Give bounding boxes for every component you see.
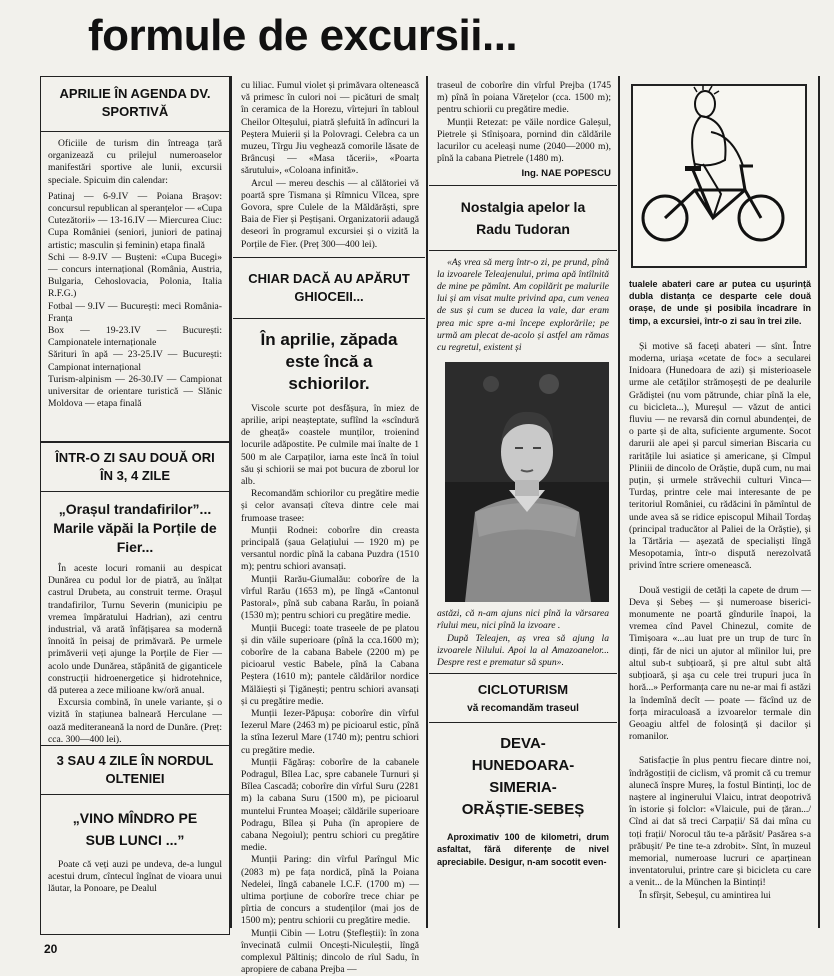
retezat-text: Munții Retezat: pe văile nordice Galeșul, Pietrele și Stînișoara, pornind din căldările lacurilor cu aceleași nume (2040—2000 m), pînă la cabana Pietrele (1480 m). bbox=[437, 116, 611, 165]
ski-route: Munții Rarău-Giumalău: coborîre de la vîrful Rarău (1653 m), pe lîngă «Cantonul Pastoral», pînă sub cabana Rarău, în poiană (1530 m); pentru schiori cu pregătire medie. bbox=[241, 573, 419, 622]
agenda-item: Schi — 8-9.IV — Bușteni: «Cupa Bucegi» — concurs internațional (România, Austria, Bulgaria, Cehoslovacia, Polonia, Italia R.F.G.) bbox=[48, 251, 222, 300]
oltenia-section bbox=[40, 795, 230, 935]
column-3 bbox=[429, 76, 617, 930]
cycling-subheading: vă recomandăm traseul bbox=[467, 703, 579, 715]
day-trip-heading-box bbox=[40, 442, 230, 492]
ski-intro: Viscole scurte pot desfășura, în miez de aprilie, aripi neașteptate, suflînd la «scîndură de gheață» coastele munților, troienind locurile adăpostite. Pe culmile mai înalte de 1 500 m ale Carpaților, iarna este încă în toiul său și schiorii se mai pot bucura de zborul lor alb. bbox=[241, 402, 419, 488]
cyclist-drawing-frame bbox=[631, 84, 807, 268]
agenda-item: Patinaj — 6-9.IV — Poiana Brașov: concursul republican al speranțelor — «Cupa Cutezătorii» — 13-16.IV — Miercurea Ciuc: Cupa României (seniori, juniori de patinaj artistic; masculin și feminin) etapa finală bbox=[48, 190, 222, 251]
oltenia-text-continued: cu liliac. Fumul violet și primăvara oltenească vă primesc în culori noi — picături de smalț în ceramica de la Horezu, vîrtejuri în tabloul Cheilor Olteșului, piatră șlefuită în adîncuri la Peștera Muierii și la Polovragi. Celebra ca un muzeu, Tîrgu Jiu veghează comorile lăsate de Brâncuși — «Masa tăcerii», «Poarta sărutului», «Coloana infinită». bbox=[241, 80, 419, 177]
column-divider bbox=[818, 76, 820, 928]
cycling-text: În sfîrșit, Sebeșul, cu amintirea lui bbox=[639, 889, 771, 901]
column-1 bbox=[40, 76, 230, 930]
iron-gates-section bbox=[40, 492, 230, 746]
nostalgia-heading: Nostalgia apelor la Radu Tudoran bbox=[460, 198, 586, 237]
author-photo bbox=[445, 362, 605, 602]
agenda-heading: APRILIE ÎN AGENDA DV. SPORTIVĂ bbox=[59, 86, 211, 119]
ski-route: Munții Rodnei: coborîre din creasta principală (șaua Gelațiului — 1920 m) pe versantul nordic pînă la cabana Puzdra (1510 m); pentru schiori avansați. bbox=[241, 524, 419, 573]
cycling-text: Două vestigii de cetăți la capete de drum — Deva și Sebeș — și numeroase biserici-monumente ne poartă gîndurile înapoi, la vremea cînd Pavel Chinezul, comite de Timișoara «...au luat pre un trup de turc în dinți, făr de nici un ajutor al mîinilor lui, pre altul sub-t subțioară, și pre altul subt altă subțioară, și aşa cu cele trei trupuri juca în horă...» Performanța care nu ne-ar mai fi astăzi la îndemînă decît — poate — făcînd uz de forța miraculoasă a izvoarelor termale din Geoagiu altfel de folosință și dacilor și romanilor. bbox=[629, 584, 811, 743]
nostalgia-quote: «Aș vrea să merg într-o zi, pe prund, pînă la izvoarele Teleajenului, prima apă întîlnită de mine pe pămînt. Am copilărit pe malurile lui și am visat multe privind apa, cum venea de sus și cum se ducea la vale, dar eram prea mic spre a-mi începe explorările; pe urmă am plecat de-acolo și astfel am rămas cu regretul, existent și bbox=[437, 256, 609, 354]
agenda-intro: Oficiile de turism din întreaga țară organizează cu prilejul numeroaselor manifestări sportive ale lunii, excursii speciale. Spicuim din calendar: bbox=[48, 138, 222, 186]
agenda-item: Fotbal — 9.IV — București: meci România-Franța bbox=[48, 300, 222, 324]
ski-route: Munții Bucegi: toate traseele de pe platou și din văile superioare (pînă la cca.1600 m); coborîre de la cabana Babele (2200 m) pe picioarul vestic Babele, pînă la Cabana Peștera (1610 m); pantele căldărilor nordice Mălăiești și Țigănești; pentru schiori avansați și cu pregătire medie. bbox=[241, 622, 419, 707]
oltenia-text-continued-2: Arcul — mereu deschis — al călătoriei vă poartă spre Tismana și Rîmnicu Vîlcea, spre Govora, spre Culele de la Măldărăști, spre Baia de Fier și Peștișani. Organizatorii adaugă deseori în programul excursiei și o vizită la Porțile de Fier. (Preț 300—400 lei). bbox=[241, 177, 419, 250]
column-divider bbox=[618, 76, 620, 928]
oltenia-heading: 3 SAU 4 ZILE ÎN NORDUL OLTENIEI bbox=[56, 753, 214, 786]
ski-route: Munții Iezer-Păpușa: coborîre din vîrful Iezerul Mare (2463 m) pe picioarul estic, pînă la stîna Iezerul Mare (1740 m); pentru schiori cu pregătire medie. bbox=[241, 707, 419, 756]
ski-route: Munții Cibin — Lotru (Ștefleștii): în zona învecinată culmii Oncești-Niculeștii, lîngă complexul Păltiniș; dincolo de rîul Sadu, în apropiere de cabana Prejba — bbox=[241, 927, 419, 976]
cycling-text-continued: tualele abateri care ar putea cu ușurință dubla distanța ce desparte cele două orașe, de unde și posibila încadrare în timp, a excursiei, într-o zi sau în trei zile. bbox=[629, 279, 811, 326]
ski-route: Munții Făgăraș: coborîre de la cabanele Podragul, Bîlea Lac, spre cabanele Turnuri și Bîlea Cascadă; coborîre din vîrful Suru (2281 m) la cabana Suru (1500 m), pe picioarul muntelui Fruntea Moașei; căldările superioare Podragu, Bîlea și Puha (în apropiere de cabana Negoiul); pentru schiori cu pregătire medie. bbox=[241, 756, 419, 854]
author-signature: Ing. NAE POPESCU bbox=[521, 168, 611, 180]
day-trip-heading: ÎNTR-O ZI SAU DOUĂ ORI ÎN 3, 4 ZILE bbox=[55, 450, 215, 483]
agenda-body bbox=[40, 132, 230, 442]
agenda-item: Turism-alpinism — 26-30.IV — Campionat universitar de orientare turistică — Slănic Moldova — etapa finală bbox=[48, 373, 222, 410]
cycling-intro: Aproximativ 100 de kilometri, drum asfaltat, fără diferențe de nivel apreciabile. Desigur, n-am socotit even- bbox=[437, 832, 609, 867]
agenda-section bbox=[40, 76, 230, 132]
agenda-item: Sărituri în apă — 23-25.IV — București: Campionat internațional bbox=[48, 349, 222, 373]
column-2 bbox=[233, 76, 425, 976]
cycling-route-heading: DEVA-HUNEDOARA-SIMERIA-ORĂȘTIE-SEBEȘ bbox=[461, 735, 585, 819]
cycling-text: Și motive să faceți abateri — sînt. Între moderna, uriașa «cetate de foc» a secularei Inidoara (Hunedoara de azi) și misterioasele urme ale cetăților strămoșești de pe dealurile Grădiștei (nu vom pătrunde, chiar pînă la ele, cu bicicleta...), Mureșul — văzut de antici fluviu — ne revarsă din cornul abundenței, de o parte și de alta, suficiente argumente. Socot darurii ale apei și parcul simerian Biscaria cu raritățile lui asiatice și americane, și Cîmpul Pliniii de dincolo de Orăștie, după cum, nu mai puțin, și urmele străvechii culturi Vinca—Turdaș, printre cele mai interesante de pe teritoriul României, cu rădăcini în pămîntul de unde avea să se ridice episcopul Mihail Tordaș (principal traducător al Paliei de la Orăștie), și la Tărtăria — așezată de specialiști lîngă Mesopotamia, într-o dispută nerezolvată privind între scriere omenească. bbox=[629, 340, 811, 572]
ski-heading: În aprilie, zăpada este încă a schiorilor. bbox=[260, 329, 398, 393]
column-4 bbox=[621, 76, 817, 930]
column-divider bbox=[426, 76, 428, 928]
page-title: formule de excursii... bbox=[88, 11, 518, 60]
cycling-heading: CICLOTURISM bbox=[477, 682, 569, 698]
oltenia-heading-box bbox=[40, 746, 230, 795]
cyclist-drawing bbox=[633, 86, 805, 262]
nostalgia-quote-3: După Teleajen, aș vrea să ajung la izvoarele Nilului. Apoi la al Amazoanelor... Despre rest e prematur să spun». bbox=[437, 632, 609, 669]
cycling-text: Satisfacție în plus pentru fiecare dintre noi, îndrăgostiții de ciclism, vă promit că cu tremur alunecă înspre Mureș, la fostul Bintinți, loc de naștere al inginerului Vlaicu, intrat deopotrivă în istorie și folclor: «Vlaicule, pui de țăran.../ Cînd ai dat să treci Carpații/ Să dai mîna cu toți frații/ Norocul tău te-a părăsit/ Pasărea s-a prăbușit/ Pe tine te-a zdrobit». Sînt, în muzeul memorial, numeroase lucruri ce aparținean inventatorului, printre care și bicicleta cu care a venit... de la München la Bintinți! bbox=[629, 755, 811, 889]
oltenia-subheading: „VINO MÎNDRO PE SUB LUNCI ...” bbox=[72, 810, 198, 848]
agenda-item: Box — 19-23.IV — București: Campionatele internaționale bbox=[48, 325, 222, 349]
iron-gates-text: În aceste locuri romanii au despicat Dunărea cu podul lor de piatră, au înălțat castrul Drubeta, au construit terme. Orașul trandafirilor, Turnu Severin (municipiu pe vremea împăratului Hadrian), azi centru industrial, vă arată înfățișarea sa modernă înnoită în peisaj de primăvară. Pe urmele primăverii veți ajunge la Porțile de Fier — acolo unde Dunărea, stăpânită de giganticele construcții hidroenergetice și hidrotehnice, dă puterea a zece milioane kw/oră anual. bbox=[48, 563, 222, 697]
portrait-image bbox=[445, 362, 609, 602]
nostalgia-quote-2: astăzi, că n-am ajuns nici pînă la vărsarea rîului meu, nici pînă la izvoare . bbox=[437, 608, 609, 632]
ski-text-continued: traseul de coborîre din vîrful Prejba (1745 m) pînă în poiana Vărețelor (cca. 1500 m); pentru schiorii cu pregătire medie. bbox=[437, 80, 611, 116]
ski-recommend: Recomandăm schiorilor cu pregătire medie și celor avansați cîteva dintre cele mai frumoase trasee: bbox=[241, 488, 419, 524]
snowdrops-heading: CHIAR DACĂ AU APĂRUT GHIOCEII... bbox=[248, 270, 410, 304]
iron-gates-text-2: Excursia combină, în unele variante, și o vizită în stațiunea balneară Herculane — oază mediteraneană la nord de Dunăre. (Preț: cca. 300—400 lei). bbox=[48, 697, 222, 745]
oltenia-text: Poate că veți auzi pe undeva, de-a lungul acestui drum, cîntecul îngînat de vioara unui lăutar, la Ponoare, pe Dealul bbox=[48, 859, 222, 895]
ski-route: Munții Paring: din vîrful Parîngul Mic (2083 m) pe fața nordică, pînă la Poiana Nedelei, lîngă cabanele I.C.F. (1700 m) — ultima porțiune de coborîre trece chiar pe pîrtia de concurs a studenților (mai jos de 1500 m); pentru schiorii cu pregătire medie. bbox=[241, 854, 419, 927]
page-number: 20 bbox=[44, 942, 58, 956]
iron-gates-heading: „Orașul trandafirilor”... Marile văpăi la Porțile de Fier... bbox=[53, 501, 217, 555]
column-divider bbox=[230, 76, 232, 928]
